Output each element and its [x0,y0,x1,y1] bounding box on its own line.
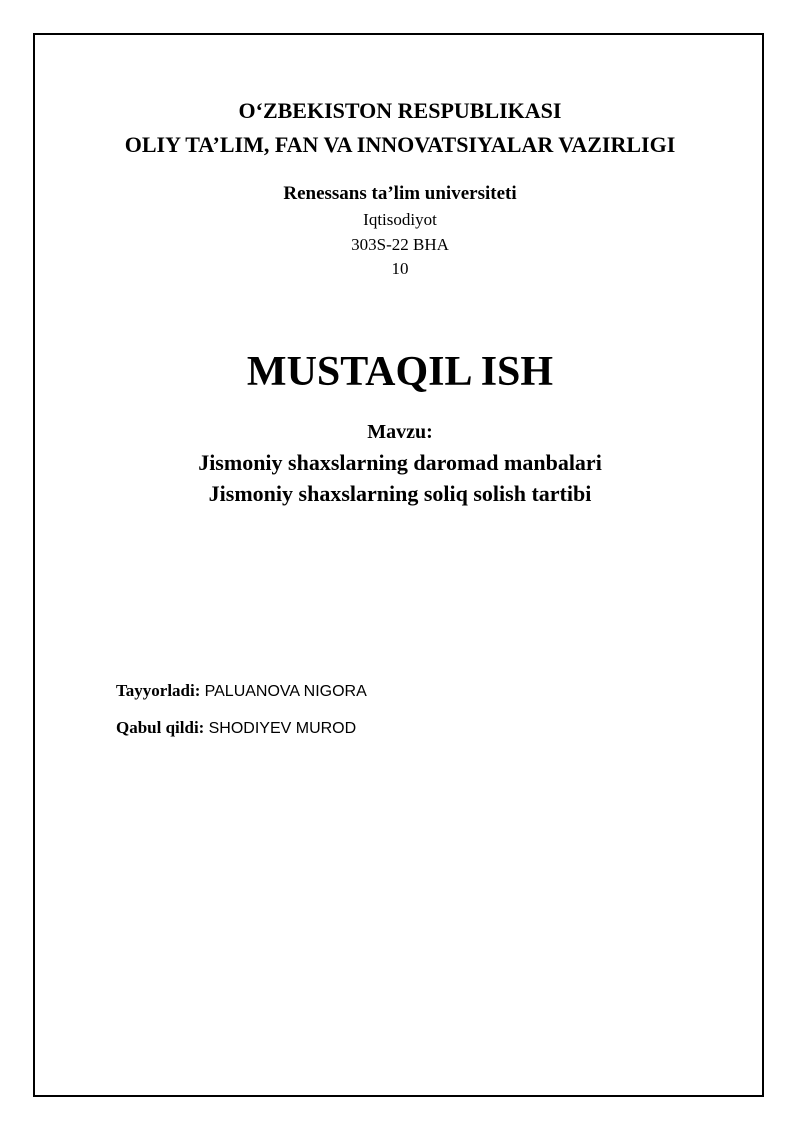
topic-line-2: Jismoniy shaxslarning soliq solish tartibi [208,481,592,506]
prepared-by-line [116,681,367,701]
student-number: 10 [391,259,409,278]
accepted-by-line [116,718,356,738]
ministry-name: OLIY TA’LIM, FAN VA INNOVATSIYALAR VAZIRLIGI [124,132,676,157]
faculty-name: Iqtisodiyot [363,210,437,229]
accepted-by-name: SHODIYEV MUROD [208,720,357,737]
group-code: 303S-22 BHA [351,235,449,254]
topic-label: Mavzu: [367,421,433,443]
topic-line-1: Jismoniy shaxslarning daromad manbalari [198,450,602,475]
university-name: Renessans ta’lim universiteti [283,183,517,204]
ministry-country: O‘ZBEKISTON RESPUBLIKASI [238,98,562,123]
accepted-by-label: Qabul qildi: [116,718,205,737]
prepared-by-name: PALUANOVA NIGORA [204,683,367,700]
prepared-by-label: Tayyorladi: [116,681,201,700]
document-title: MUSTAQIL ISH [246,349,554,395]
